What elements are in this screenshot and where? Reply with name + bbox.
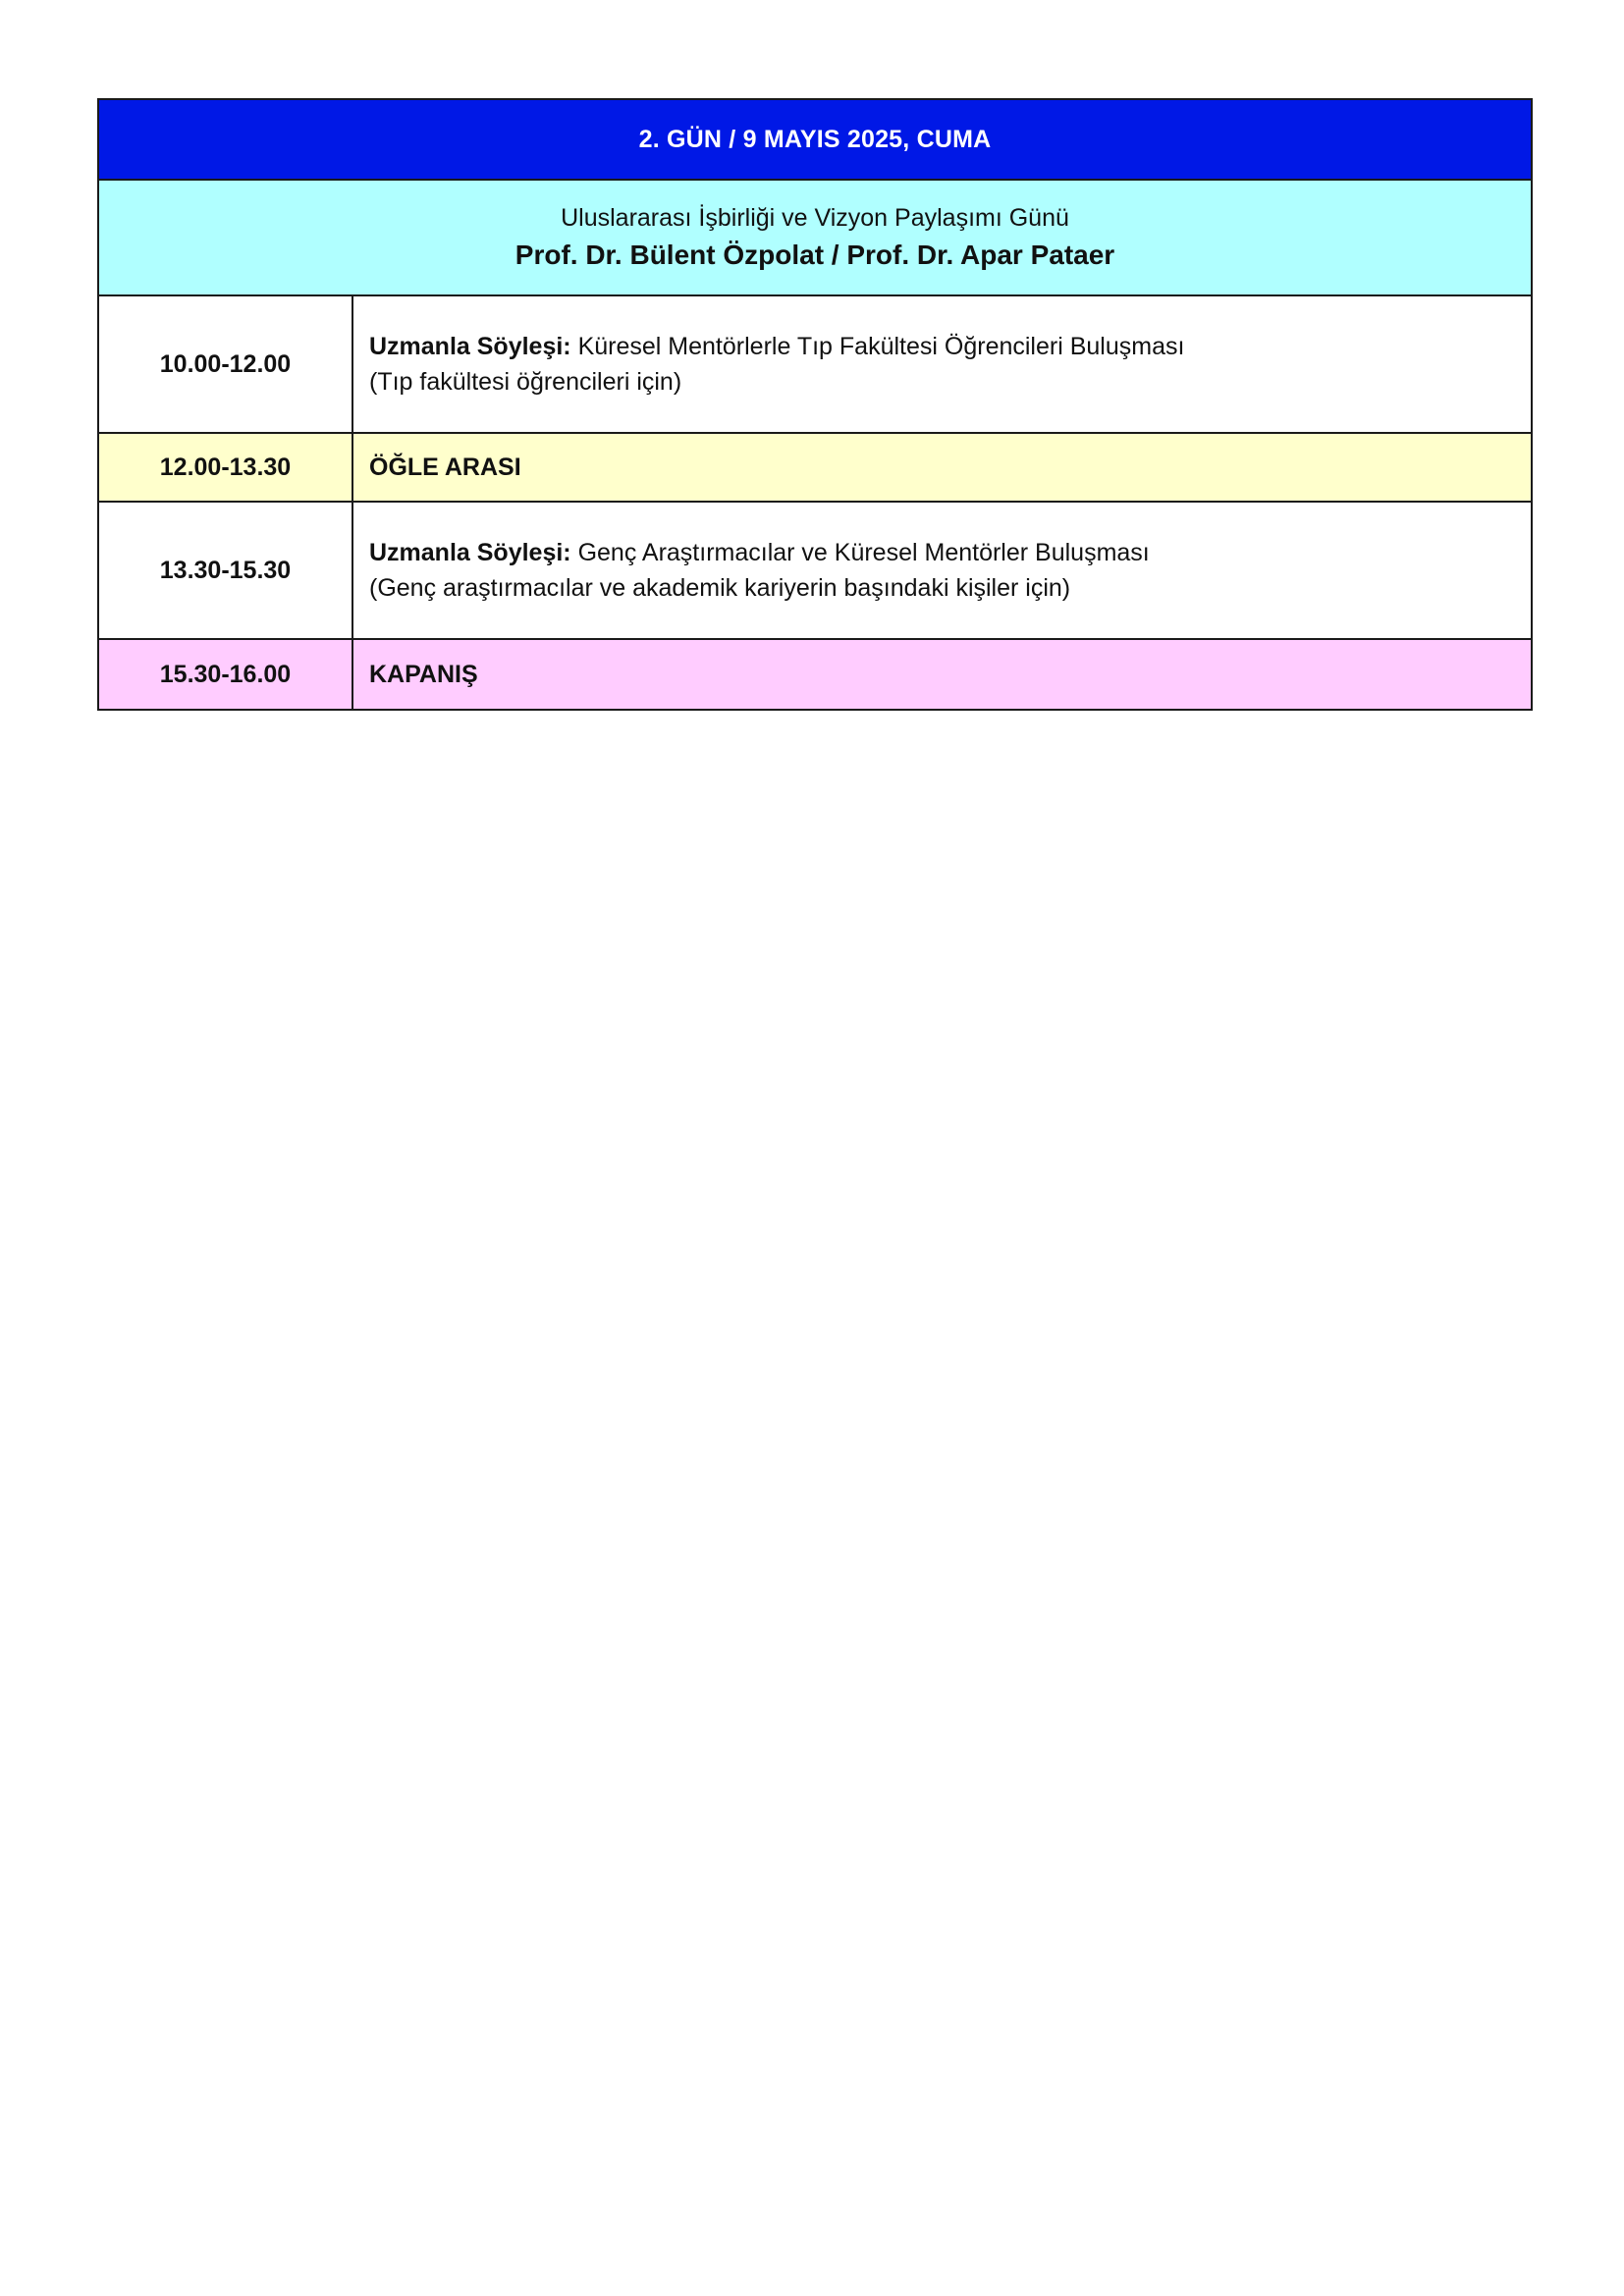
- session-note: (Genç araştırmacılar ve akademik kariyerin başındaki kişiler için): [369, 574, 1071, 602]
- theme-title: Uluslararası İşbirliği ve Vizyon Paylaşımı Günü: [561, 204, 1069, 232]
- session-note: (Tıp fakültesi öğrencileri için): [369, 368, 682, 396]
- session-lead: Uzmanla Söyleşi:: [369, 333, 571, 360]
- closing-row: [99, 640, 1531, 709]
- time-cell: 10.00-12.00: [99, 296, 353, 432]
- session-row-1: [99, 296, 1531, 434]
- break-cell: [353, 434, 1531, 501]
- day-header: [99, 100, 1531, 181]
- theme-chairs: Prof. Dr. Bülent Özpolat / Prof. Dr. Apar Pataer: [514, 240, 1115, 270]
- session-cell: [353, 296, 1531, 432]
- lunch-row: [99, 434, 1531, 503]
- session-title: [369, 329, 1531, 364]
- time-cell: 13.30-15.30: [99, 503, 353, 638]
- time-cell: 15.30-16.00: [99, 640, 353, 709]
- session-lead: Uzmanla Söyleşi:: [369, 539, 571, 566]
- closing-cell: [353, 640, 1531, 709]
- day-title: 2. GÜN / 9 MAYIS 2025, CUMA: [638, 125, 992, 153]
- session-cell: [353, 503, 1531, 638]
- session-title: [369, 535, 1531, 570]
- theme-header: [99, 181, 1531, 296]
- session-name: Küresel Mentörlerle Tıp Fakültesi Öğrencileri Buluşması: [570, 333, 1185, 360]
- session-row-2: [99, 503, 1531, 640]
- session-name: Genç Araştırmacılar ve Küresel Mentörler Buluşması: [570, 539, 1150, 566]
- lunch-label: ÖĞLE ARASI: [369, 453, 521, 481]
- closing-label: KAPANIŞ: [369, 660, 478, 688]
- time-cell: 12.00-13.30: [99, 434, 353, 501]
- program-table: [97, 98, 1533, 711]
